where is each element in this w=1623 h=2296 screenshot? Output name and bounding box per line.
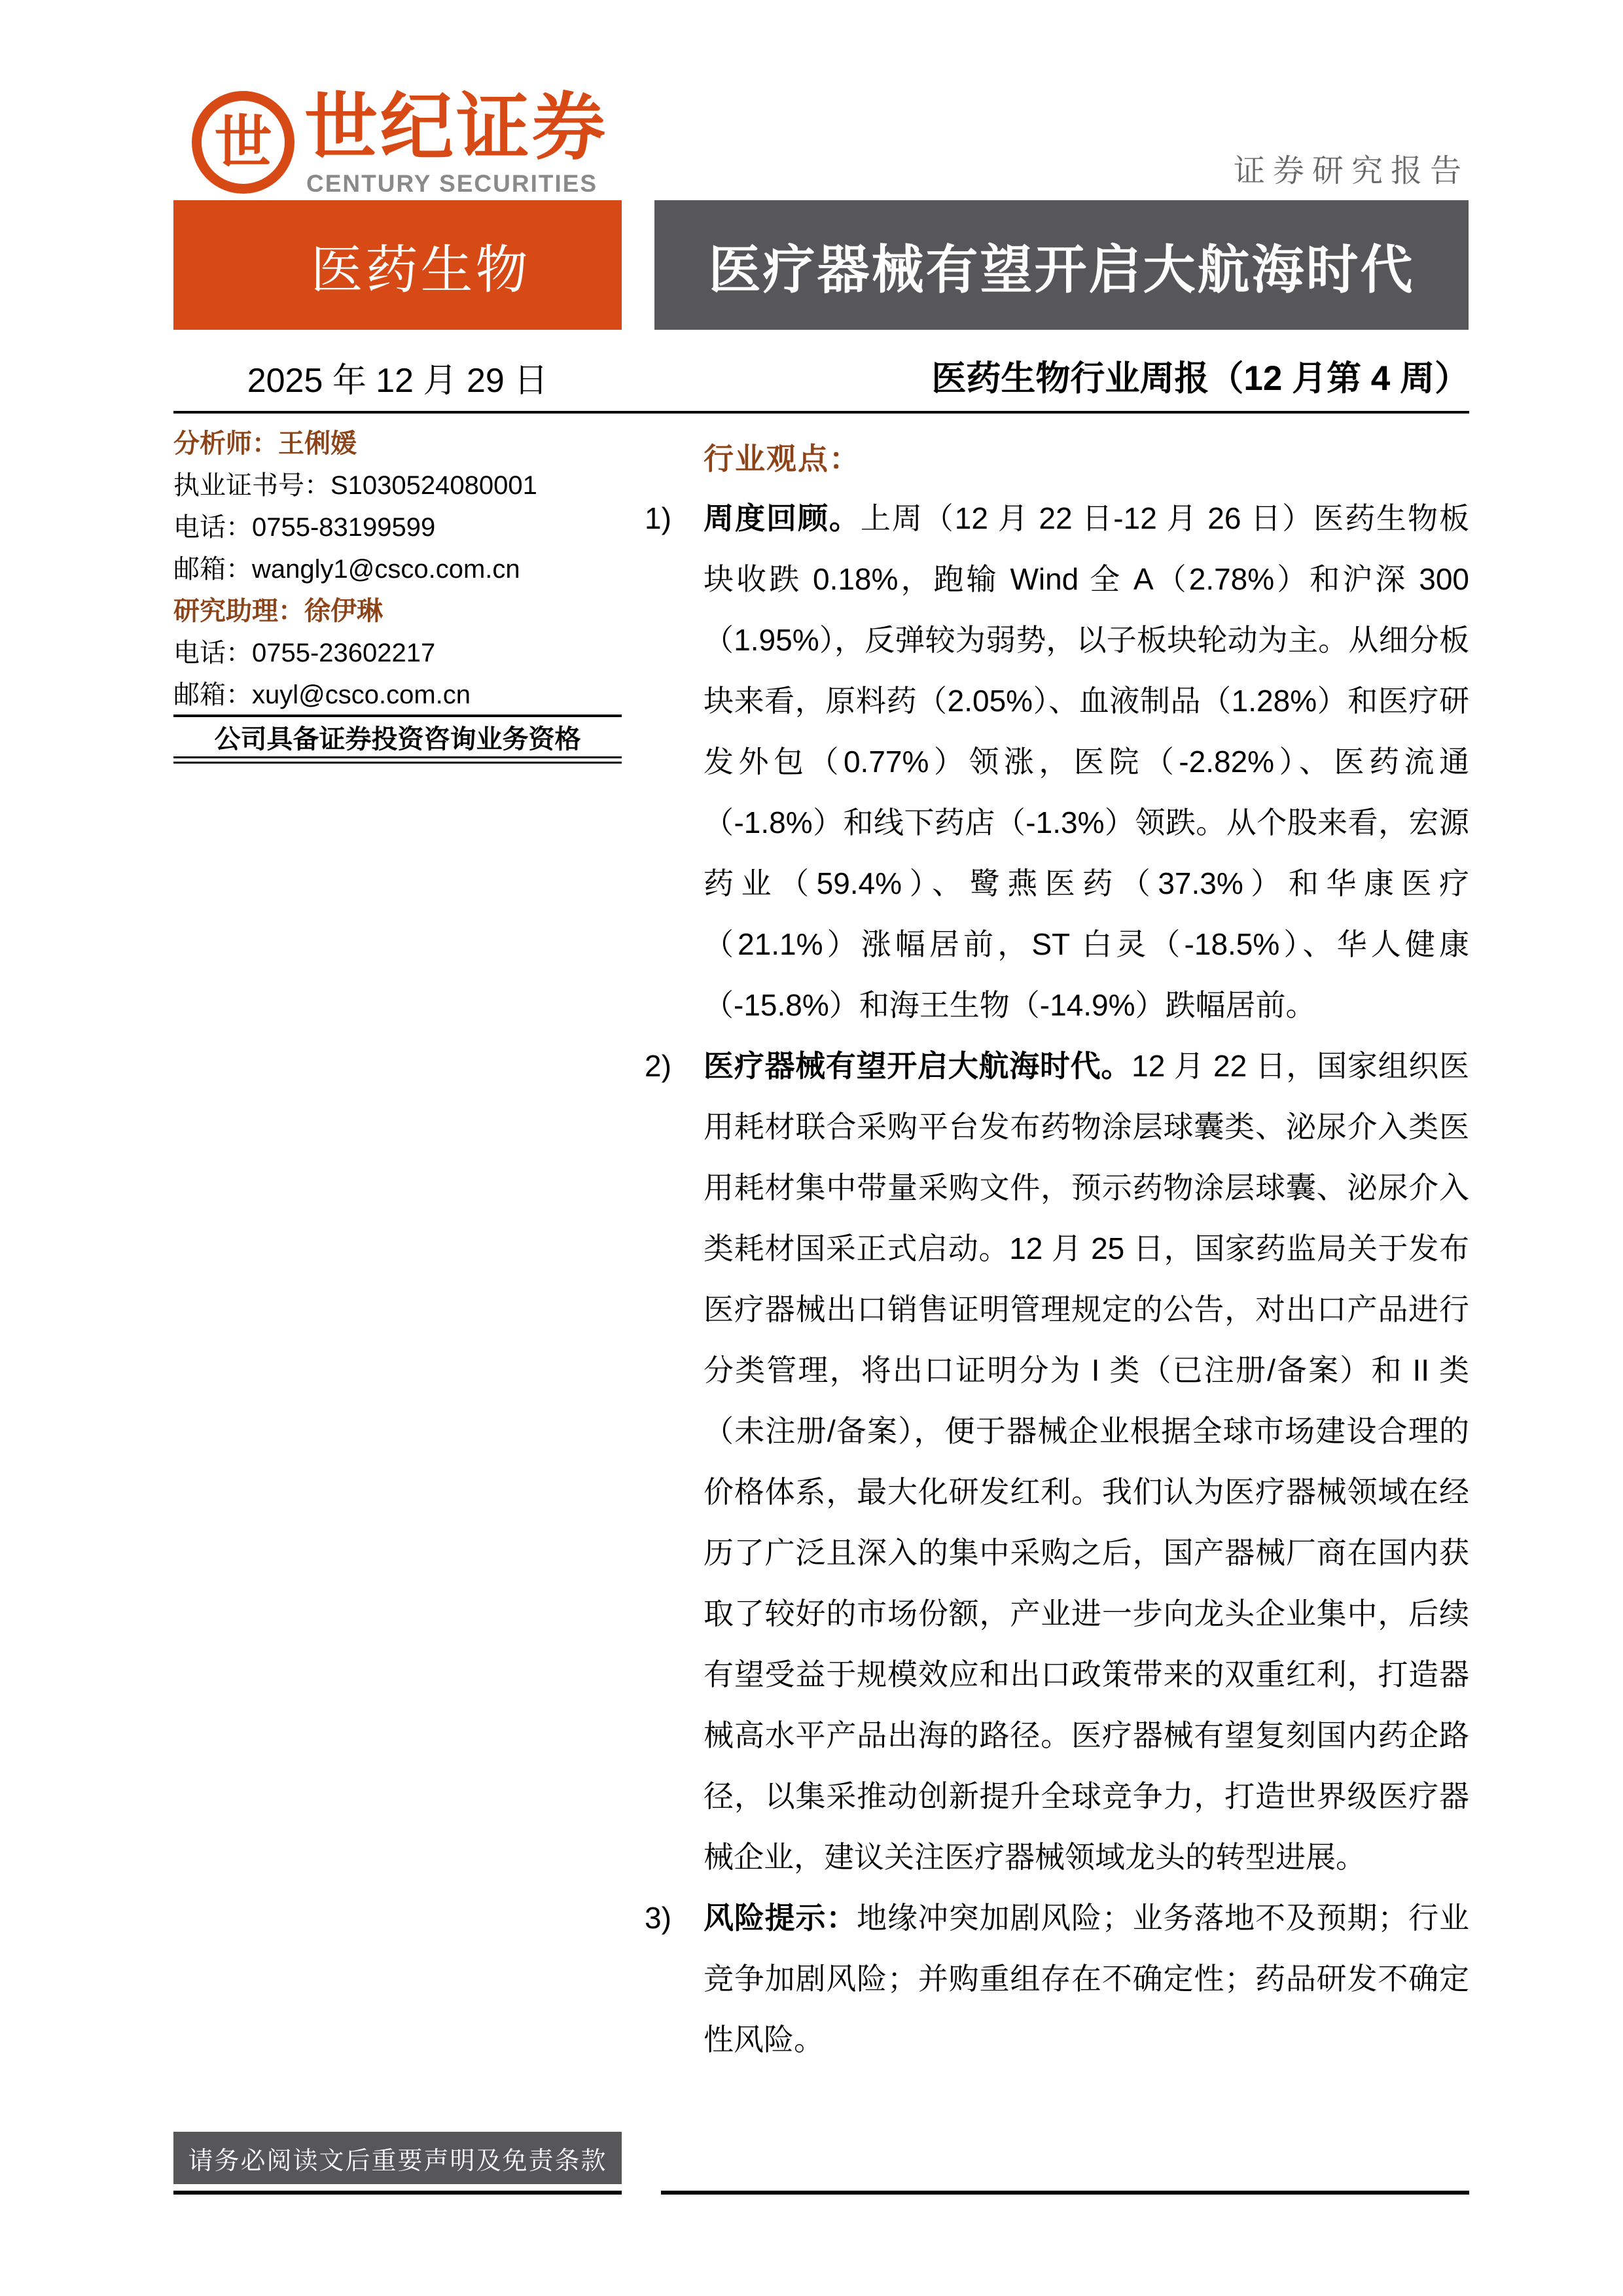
- industry-banner: [173, 200, 622, 330]
- list-item-lead: 风险提示：: [704, 1901, 857, 1935]
- header-divider: [173, 411, 1469, 414]
- analyst-panel: [173, 423, 622, 716]
- logo-glyph: 世: [214, 109, 272, 175]
- list-item-number: 1): [645, 501, 671, 535]
- logo-mark-icon: [192, 91, 294, 194]
- list-item-number: 3): [645, 1901, 671, 1935]
- sidebar-double-rule-top: [173, 756, 622, 758]
- disclaimer-text: 请务必阅读文后重要声明及免责条款: [188, 2147, 607, 2175]
- industry-view-section: [645, 433, 1469, 2070]
- section-heading: 行业观点：: [704, 442, 861, 476]
- list-item-risk-warning: [645, 1888, 1469, 2070]
- analyst-phone-row: 电话：0755-83199599: [173, 513, 436, 542]
- list-item-device-outlook: [645, 1036, 1469, 1888]
- list-item-body: 12 月 22 日，国家组织医用耗材联合采购平台发布药物涂层球囊类、泌尿介入类医用耗材集中带量采购文件，预示药物涂层球囊、泌尿介入类耗材国采正式启动。12 月 25 日，国家药监局关于发布医疗器械出口销售证明管理规定的公告，对出口产品进行分类管理，将出口证明分为 I 类（已注册/备案）和 II 类（未注册/备案），便于器械企业根据全球市场建设合理的价格体系，最大化研发红利。我们认为医疗器械领域在经历了广泛且深入的集中采购之后，国产器械厂商在国内获取了较好的市场份额，产业进一步向龙头企业集中，后续有望受益于规模效应和出口政策带来的双重红利，打造器械高水平产品出海的路径。医疗器械有望复刻国内药企路径，以集采推动创新提升全球竞争力，打造世界级医疗器械企业，建议关注医疗器械领域龙头的转型进展。: [704, 1049, 1469, 1874]
- headline-banner-label: 医疗器械有望开启大航海时代: [708, 240, 1415, 299]
- list-item-text: [704, 488, 1469, 1036]
- brand-name-cn: 世纪证券: [304, 86, 608, 168]
- report-date: 2025 年 12 月 29 日: [247, 362, 548, 400]
- headline-banner: [654, 200, 1469, 330]
- brand-name-en: CENTURY SECURITIES: [306, 170, 598, 197]
- footer-rule-right: [661, 2191, 1469, 2195]
- report-series-title: 医药生物行业周报（12 月第 4 周）: [931, 359, 1469, 398]
- footer-rule-left: [173, 2191, 622, 2195]
- list-item-text: [704, 1888, 1469, 2070]
- analyst-name-row: 分析师：王俐媛: [173, 429, 357, 458]
- list-item-lead: 医疗器械有望开启大航海时代。: [704, 1049, 1132, 1083]
- sidebar-divider: [173, 715, 622, 717]
- list-item-body: 上周（12 月 22 日-12 月 26 日）医药生物板块收跌 0.18%，跑输 Wind 全 A（2.78%）和沪深 300（1.95%），反弹较为弱势，以子板块轮动为主。从细分板块来看，原料药（2.05%）、血液制品（1.28%）和医疗研发外包（0.77%）领涨，医院（-2.82%）、医药流通（-1.8%）和线下药店（-1.3%）领跌。从个股来看，宏源药业（59.4%）、鹭燕医药（37.3%）和华康医疗（21.1%）涨幅居前，ST 白灵（-18.5%）、华人健康（-15.8%）和海王生物（-14.9%）跌幅居前。: [704, 501, 1469, 1022]
- qualification-note: 公司具备证券投资咨询业务资格: [214, 725, 581, 754]
- list-item-lead: 周度回顾。: [704, 501, 861, 535]
- report-type-label: 证券研究报告: [1233, 154, 1469, 188]
- list-item-weekly-review: [645, 488, 1469, 1036]
- list-item-body: 地缘冲突加剧风险；业务落地不及预期；行业竞争加剧风险；并购重组存在不确定性；药品研发不确定性风险。: [704, 1901, 1470, 2057]
- list-item-number: 2): [645, 1049, 671, 1083]
- assistant-name-row: 研究助理：徐伊琳: [173, 597, 383, 626]
- industry-banner-label: 医药生物: [310, 240, 531, 299]
- assistant-phone-row: 电话：0755-23602217: [173, 639, 436, 667]
- disclaimer-banner: [173, 2132, 622, 2184]
- analyst-license-row: 执业证书号：S1030524080001: [173, 471, 537, 500]
- sidebar-double-rule-bottom: [173, 762, 622, 764]
- analyst-email-row: 邮箱：wangly1@csco.com.cn: [173, 555, 520, 584]
- assistant-email-row: 邮箱：xuyl@csco.com.cn: [173, 680, 471, 709]
- list-item-text: [704, 1036, 1469, 1888]
